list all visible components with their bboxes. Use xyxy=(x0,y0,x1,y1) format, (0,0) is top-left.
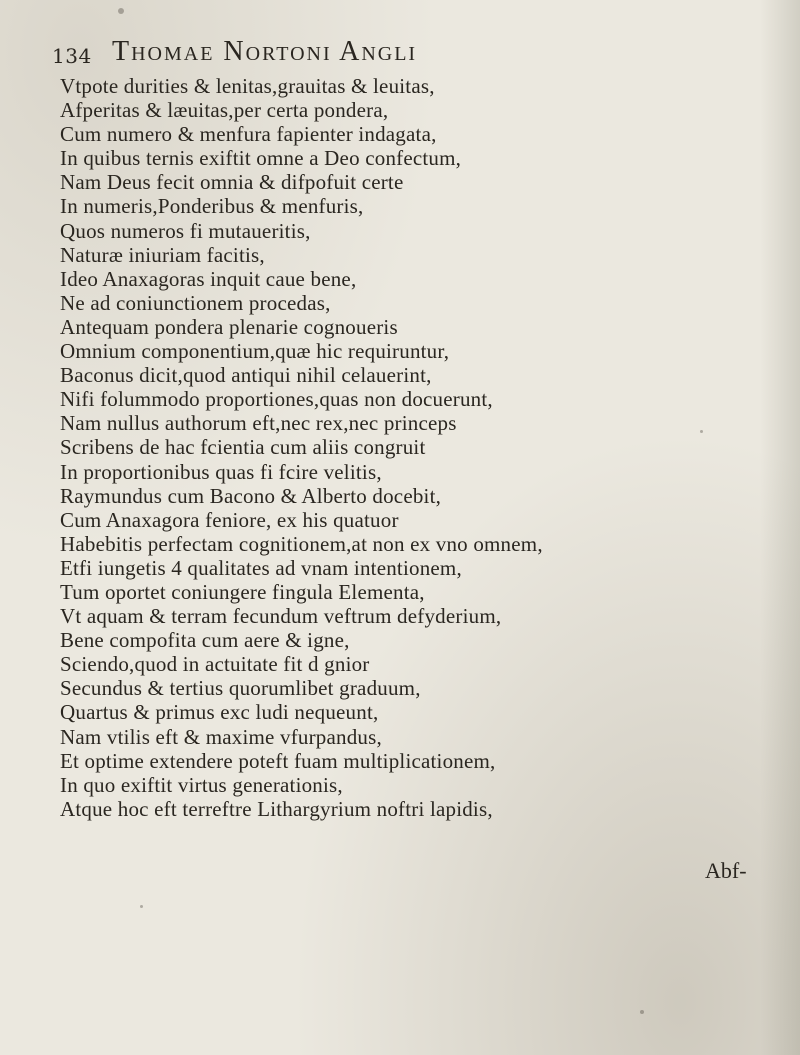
page-number: 134 xyxy=(52,44,92,68)
verse-line: Afperitas & læuitas,per certa pondera, xyxy=(60,98,389,123)
verse-line: Ne ad coniunctionem procedas, xyxy=(60,290,331,315)
verse-line: Nam Deus fecit omnia & difpofuit certe xyxy=(60,170,404,195)
verse-line: Baconus dicit,quod antiqui nihil celauerint, xyxy=(60,363,432,388)
paper-speck xyxy=(700,430,703,433)
verse-line: Nam vtilis eft & maxime vfurpandus, xyxy=(60,724,382,749)
verse-line: Quos numeros fi mutaueritis, xyxy=(60,218,311,243)
verse-line: Vtpote durities & lenitas,grauitas & leuitas, xyxy=(60,74,435,98)
paper-speck xyxy=(640,1010,644,1014)
verse-line: Nifi folummodo proportiones,quas non docuerunt, xyxy=(60,387,493,412)
verse-line: Vt aquam & terram fecundum veftrum defyderium, xyxy=(60,604,502,629)
verse-line: Omnium componentium,quæ hic requiruntur, xyxy=(60,339,450,364)
verse-line: Cum numero & menfura fapienter indagata, xyxy=(60,122,437,147)
verse-line: Ideo Anaxagoras inquit caue bene, xyxy=(60,266,357,291)
verse-line: Et optime extendere poteft fuam multiplicationem, xyxy=(60,748,496,773)
verse-line: Tum oportet coniungere fingula Elementa, xyxy=(60,579,425,604)
verse-line: In quo exiftit virtus generationis, xyxy=(60,772,343,797)
verse-line: Etfi iungetis 4 qualitates ad vnam intentionem, xyxy=(60,555,462,580)
verse-line: Naturæ iniuriam facitis, xyxy=(60,242,265,267)
verse-line: Antequam pondera plenarie cognoueris xyxy=(60,314,398,339)
running-title: Thomae Nortoni Angli xyxy=(112,36,418,67)
page-header xyxy=(52,34,772,74)
catchword: Abf- xyxy=(705,858,747,883)
verse-line: Habebitis perfectam cognitionem,at non ex vno omnem, xyxy=(60,531,543,556)
verse-line: Quartus & primus exc ludi nequeunt, xyxy=(60,700,379,725)
paper-speck xyxy=(118,8,124,14)
verse-line: Cum Anaxagora feniore, ex his quatuor xyxy=(60,507,399,532)
verse-line: Bene compofita cum aere & igne, xyxy=(60,628,350,653)
verse-line: Sciendo,quod in actuitate fit d gnior xyxy=(60,652,370,677)
verse-line: In numeris,Ponderibus & menfuris, xyxy=(60,194,364,219)
verse-text xyxy=(60,74,780,821)
verse-line: Atque hoc eft terreftre Lithargyrium noftri lapidis, xyxy=(60,796,493,821)
verse-line: Secundus & tertius quorumlibet graduum, xyxy=(60,676,421,701)
verse-line: Scribens de hac fcientia cum aliis congruit xyxy=(60,435,426,460)
verse-line: Raymundus cum Bacono & Alberto docebit, xyxy=(60,483,442,508)
paper-speck xyxy=(140,905,143,908)
verse-line: Nam nullus authorum eft,nec rex,nec princeps xyxy=(60,411,457,436)
verse-line: In proportionibus quas fi fcire velitis, xyxy=(60,459,382,484)
verse-line: In quibus ternis exiftit omne a Deo confectum, xyxy=(60,146,462,171)
